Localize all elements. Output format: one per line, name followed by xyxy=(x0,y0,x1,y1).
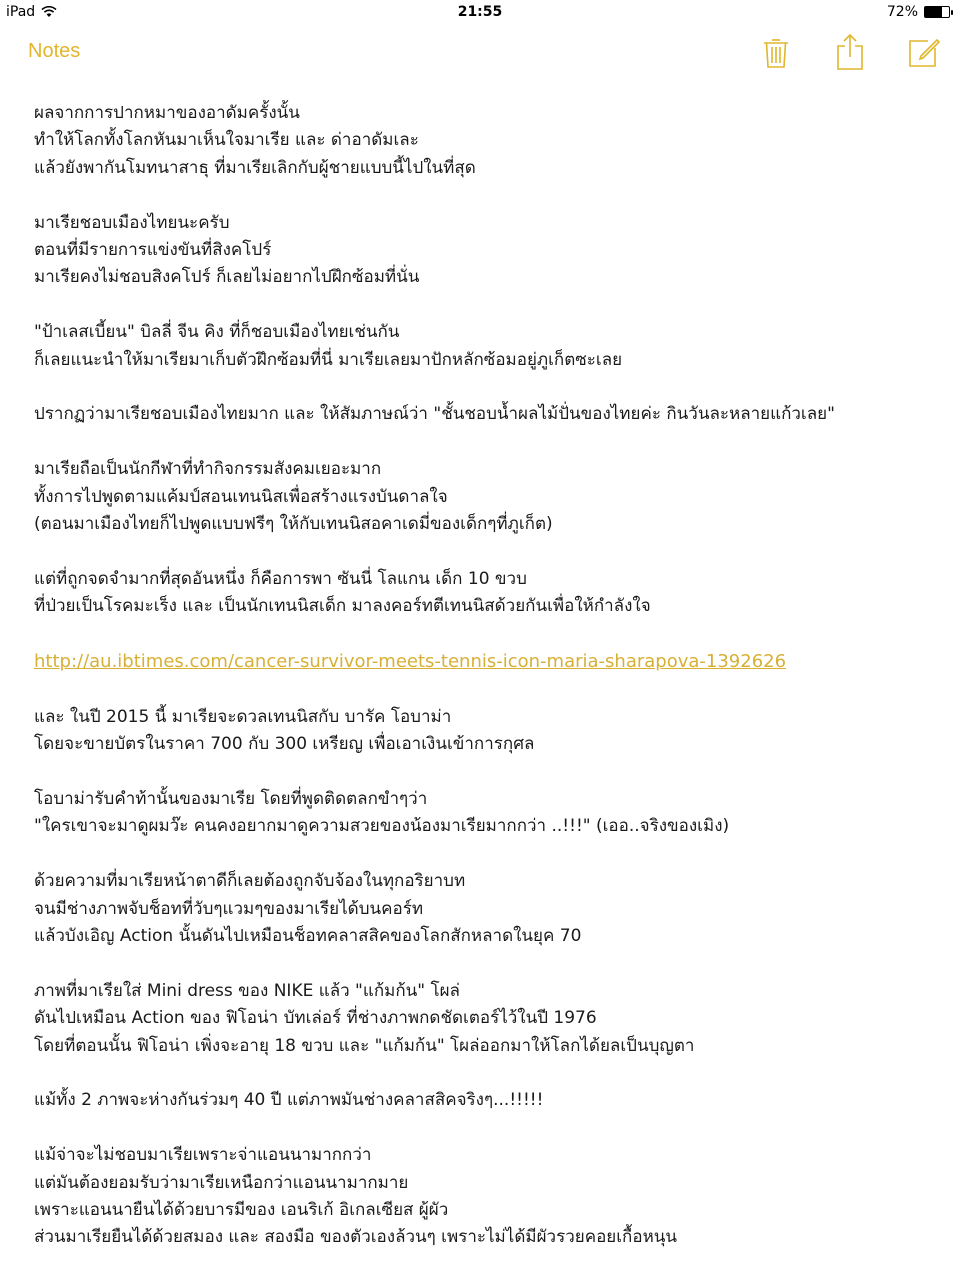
note-line: มาเรียชอบเมืองไทยนะครับ xyxy=(34,212,230,233)
note-line: เพราะแอนนายืนได้ด้วยบารมีของ เอนริเก้ อิเกลเซียส ผู้ผัว xyxy=(34,1200,449,1221)
note-line: ปรากฏว่ามาเรียชอบเมืองไทยมาก และ ให้สัมภาษณ์ว่า "ชั้นชอบน้ำผลไม้ปั่นของไทยค่ะ กินวันละหลายแก้วเลย" xyxy=(34,404,835,425)
note-paragraph xyxy=(34,319,934,374)
note-line: โอบาม่ารับคำท้านั้นของมาเรีย โดยที่พูดติดตลกขำๆว่า xyxy=(34,789,428,810)
note-paragraph xyxy=(34,978,934,1060)
note-line: โดยจะขายบัตรในราคา 700 กับ 300 เหรียญ เพื่อเอาเงินเข้าการกุศล xyxy=(34,734,535,755)
note-line: "ใครเขาจะมาดูผมว๊ะ คนคงอยากมาดูความสวยของน้องมาเรียมากกว่า ..!!!" (เออ..จริงของเมิง) xyxy=(34,816,730,837)
note-body[interactable] xyxy=(34,100,934,1279)
note-line: มาเรียคงไม่ชอบสิงคโปร์ ก็เลยไม่อยากไปฝึกซ้อมที่นั่น xyxy=(34,267,420,288)
battery-fill xyxy=(925,7,942,17)
note-paragraph xyxy=(34,566,934,621)
note-paragraph xyxy=(34,786,934,841)
nav-bar xyxy=(0,26,960,86)
note-line: แม้ทั้ง 2 ภาพจะห่างกันร่วมๆ 40 ปี แต่ภาพมันช่างคลาสสิคจริงๆ...!!!!! xyxy=(34,1090,544,1111)
note-line: ทั้งการไปพูดตามแค้มป์สอนเทนนิสเพื่อสร้างแรงบันดาลใจ xyxy=(34,486,448,507)
note-line: ผลจากการปากหมาของอาดัมครั้งนั้น xyxy=(34,103,300,123)
note-line: และ ในปี 2015 นี้ มาเรียจะดวลเทนนิสกับ บารัค โอบาม่า xyxy=(34,706,452,727)
note-line: "ป้าเลสเบี้ยน" บิลลี่ จีน คิง ที่ก็ชอบเมืองไทยเช่นกัน xyxy=(34,322,400,343)
status-right xyxy=(887,4,950,20)
note-line: ส่วนมาเรียยืนได้ด้วยสมอง และ สองมือ ของตัวเองล้วนๆ เพราะไม่ได้มีผัวรวยคอยเกื้อหนุน xyxy=(34,1227,678,1248)
note-line: ภาพที่มาเรียใส่ Mini dress ของ NIKE แล้ว "แก้มก้น" โผล่ xyxy=(34,980,460,1001)
note-line: มาเรียถือเป็นนักกีฬาที่ทำกิจกรรมสังคมเยอะมาก xyxy=(34,459,382,480)
battery-icon xyxy=(924,6,950,18)
note-line: (ตอนมาเมืองไทยก็ไปพูดแบบฟรีๆ ให้กับเทนนิสอคาเดมี่ของเด็กๆที่ภูเก็ต) xyxy=(34,514,553,535)
note-paragraph xyxy=(34,1142,934,1252)
note-line: ทำให้โลกทั้งโลกหันมาเห็นใจมาเรีย และ ด่าอาดัมเละ xyxy=(34,130,419,151)
note-paragraph xyxy=(34,210,934,292)
note-line: ตอนที่มีรายการแข่งขันที่สิงคโปร์ xyxy=(34,240,272,261)
clock: 21:55 xyxy=(457,4,503,20)
note-line: แม้จ่าจะไม่ชอบมาเรียเพราะจ่าแอนนามากกว่า xyxy=(34,1145,372,1166)
note-line: ดันไปเหมือน Action ของ ฟิโอน่า บัทเล่อร์ ที่ช่างภาพกดชัดเตอร์ไว้ในปี 1976 xyxy=(34,1008,597,1029)
note-line: แต่ที่ถูกจดจำมากที่สุดอันหนึ่ง ก็คือการพา ซันนี่ โลแกน เด็ก 10 ขวบ xyxy=(34,568,527,589)
note-paragraph xyxy=(34,704,934,759)
note-line: แต่มันต้องยอมรับว่ามาเรียเหนือกว่าแอนนามากมาย xyxy=(34,1172,409,1193)
compose-icon[interactable] xyxy=(906,32,942,72)
note-line: ด้วยความที่มาเรียหน้าตาดีก็เลยต้องถูกจับจ้องในทุกอริยาบท xyxy=(34,871,466,892)
note-paragraph xyxy=(34,456,934,538)
note-paragraph xyxy=(34,1087,934,1114)
note-line: ก็เลยแนะนำให้มาเรียมาเก็บตัวฝึกซ้อมที่นี่ มาเรียเลยมาปักหลักซ้อมอยู่ภูเก็ตซะเลย xyxy=(34,349,623,370)
note-line: ที่ป่วยเป็นโรคมะเร็ง และ เป็นนักเทนนิสเด็ก มาลงคอร์ทตีเทนนิสด้วยกันเพื่อให้กำลังใจ xyxy=(34,596,651,617)
trash-icon[interactable] xyxy=(758,32,794,72)
note-link-paragraph xyxy=(34,648,934,676)
note-line: แล้วยังพากันโมทนาสาธุ ที่มาเรียเลิกกับผู้ชายแบบนี้ไปในที่สุด xyxy=(34,157,476,178)
nav-actions xyxy=(758,32,942,72)
device-label: iPad xyxy=(6,4,36,20)
article-link[interactable]: http://au.ibtimes.com/cancer-survivor-meets-tennis-icon-maria-sharapova-1392626 xyxy=(34,651,787,673)
note-line: จนมีช่างภาพจับช็อทที่วับๆแวมๆของมาเรียได้บนคอร์ท xyxy=(34,898,424,919)
note-line: โดยที่ตอนนั้น ฟิโอน่า เพิ่งจะอายุ 18 ขวบ และ "แก้มก้น" โผล่ออกมาให้โลกได้ยลเป็นบุญตา xyxy=(34,1035,695,1056)
share-icon[interactable] xyxy=(832,32,868,72)
status-bar xyxy=(0,0,960,26)
back-button[interactable]: Notes xyxy=(28,40,81,62)
note-paragraph xyxy=(34,868,934,950)
note-paragraph xyxy=(34,100,934,182)
battery-percent: 72% xyxy=(886,4,918,20)
note-paragraph xyxy=(34,401,934,428)
note-line: แล้วบังเอิญ Action นั้นดันไปเหมือนช็อทคลาสสิคของโลกสักหลาดในยุค 70 xyxy=(34,926,582,947)
